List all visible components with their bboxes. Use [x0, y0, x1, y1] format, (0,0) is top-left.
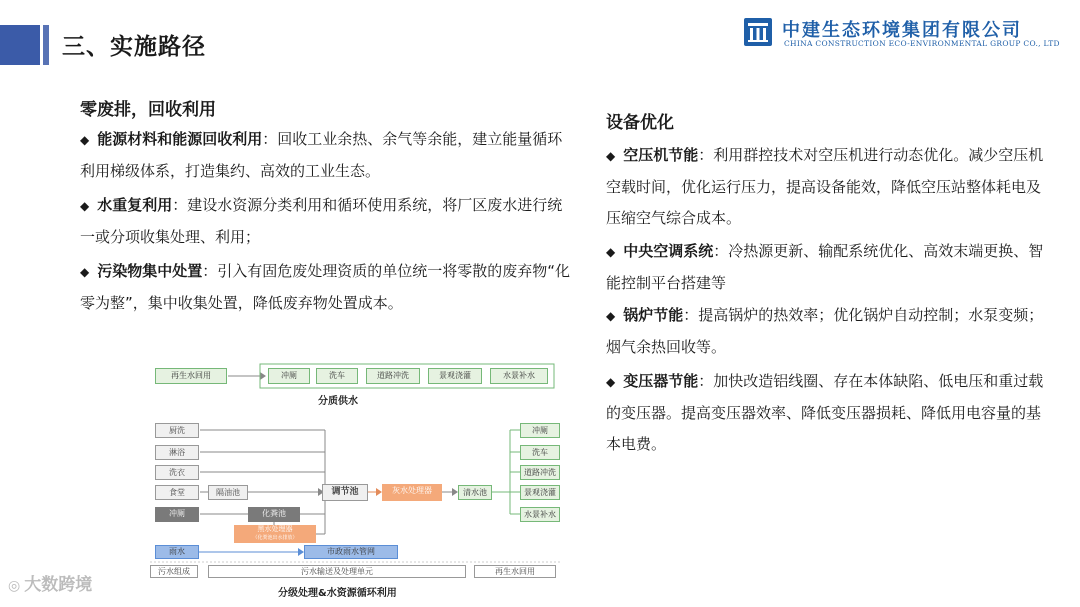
watermark-logo-icon: ◎: [8, 578, 21, 594]
right-item-3-bold: 锅炉节能: [623, 306, 684, 324]
right-item-2-bold: 中央空调系统: [623, 242, 714, 260]
top-use-node: 景观浇灌: [428, 368, 482, 384]
bottom-label: 再生水回用: [474, 565, 556, 578]
diamond-bullet-icon: ◆: [606, 245, 616, 259]
grey-water-treatment-node: 灰水处理器: [382, 484, 442, 501]
watermark-text: 大数跨境: [24, 575, 93, 595]
black-water-sub: （化粪池出水排放）: [252, 535, 298, 541]
diamond-bullet-icon: ◆: [606, 309, 616, 323]
company-name-cn: 中建生态环境集团有限公司: [782, 20, 1022, 41]
source-node: 食堂: [155, 485, 199, 500]
black-water-treatment-node: [234, 525, 316, 543]
page-title: 三、实施路径: [62, 34, 206, 60]
right-item-3: [606, 300, 1051, 363]
output-node: 景观浇灌: [520, 485, 560, 500]
watermark: [8, 570, 92, 595]
source-node: 雨水: [155, 545, 199, 559]
left-item-2-text: ：建设水资源分类利用和循环使用系统，将厂区废水进行统一或分项收集处理、利用；: [80, 196, 563, 246]
output-node: 道路冲洗: [520, 465, 560, 480]
top-use-node: 冲厕: [268, 368, 310, 384]
municipal-rain-network-node: 市政雨水管网: [304, 545, 398, 559]
diamond-bullet-icon: ◆: [80, 199, 90, 213]
right-item-1-text: ：利用群控技术对空压机进行动态优化。减少空压机空载时间，优化运行压力，提高设备能效，降低空压站整体耗电及压缩空气综合成本。: [606, 146, 1044, 227]
top-use-node: 道路冲洗: [366, 368, 420, 384]
bottom-label: 污水组成: [150, 565, 198, 578]
right-item-2-text: ：冷热源更新、输配系统优化、高效末端更换、智能控制平台搭建等: [606, 242, 1044, 292]
top-use-node: 水景补水: [490, 368, 548, 384]
header-accent-block: [0, 25, 40, 65]
bottom-caption: 分级处理&水资源循环利用: [278, 588, 397, 599]
left-item-2: [80, 190, 575, 253]
septic-tank-node: 化粪池: [248, 507, 300, 522]
reclaimed-water-node: 再生水回用: [155, 368, 227, 384]
header-accent-stripe: [43, 25, 49, 65]
black-water-label: 黑水处理器: [257, 525, 293, 533]
left-item-1-text: ：回收工业余热、余气等余能，建立能量循环利用梯级体系，打造集约、高效的工业生态。: [80, 130, 563, 180]
clear-water-tank-node: 清水池: [458, 485, 492, 500]
right-heading: 设备优化: [606, 113, 674, 133]
top-use-node: 洗车: [316, 368, 358, 384]
right-item-1-bold: 空压机节能: [623, 146, 699, 164]
diamond-bullet-icon: ◆: [80, 265, 90, 279]
left-item-1: [80, 124, 575, 187]
left-item-3-bold: 污染物集中处置: [97, 262, 203, 280]
left-item-3: [80, 256, 575, 319]
top-caption: 分质供水: [318, 396, 358, 407]
right-item-4-bold: 变压器节能: [623, 372, 699, 390]
output-node: 水景补水: [520, 507, 560, 522]
water-cycle-diagram: [150, 362, 560, 602]
diamond-bullet-icon: ◆: [606, 149, 616, 163]
output-node: 冲厕: [520, 423, 560, 438]
source-node: 厨洗: [155, 423, 199, 438]
right-item-4: [606, 366, 1051, 460]
diamond-bullet-icon: ◆: [80, 133, 90, 147]
grease-trap-node: 隔油池: [208, 485, 248, 500]
regulating-tank-node: 调节池: [322, 484, 368, 501]
source-node: 淋浴: [155, 445, 199, 460]
right-item-1: [606, 140, 1051, 234]
left-item-1-bold: 能源材料和能源回收利用: [97, 130, 263, 148]
diamond-bullet-icon: ◆: [606, 375, 616, 389]
source-node: 冲厕: [155, 507, 199, 522]
company-logo-icon: [744, 18, 772, 46]
left-item-3-text: ：引入有固危废处理资质的单位统一将零散的废弃物“化零为整”，集中收集处置，降低废弃物处置成本。: [80, 262, 571, 312]
bottom-label: 污水输送及处理单元: [208, 565, 466, 578]
right-item-4-text: ：加快改造铝线圈、存在本体缺陷、低电压和重过载的变压器。提高变压器效率、降低变压器损耗、降低用电容量的基本电费。: [606, 372, 1044, 453]
company-name-en: CHINA CONSTRUCTION ECO-ENVIRONMENTAL GROUP CO., LTD: [784, 39, 1060, 48]
output-node: 洗车: [520, 445, 560, 460]
left-item-2-bold: 水重复利用: [97, 196, 173, 214]
source-node: 洗衣: [155, 465, 199, 480]
left-heading: 零废排，回收利用: [80, 100, 216, 120]
right-item-3-text: ：提高锅炉的热效率；优化锅炉自动控制；水泵变频；烟气余热回收等。: [606, 306, 1044, 356]
right-item-2: [606, 236, 1051, 299]
